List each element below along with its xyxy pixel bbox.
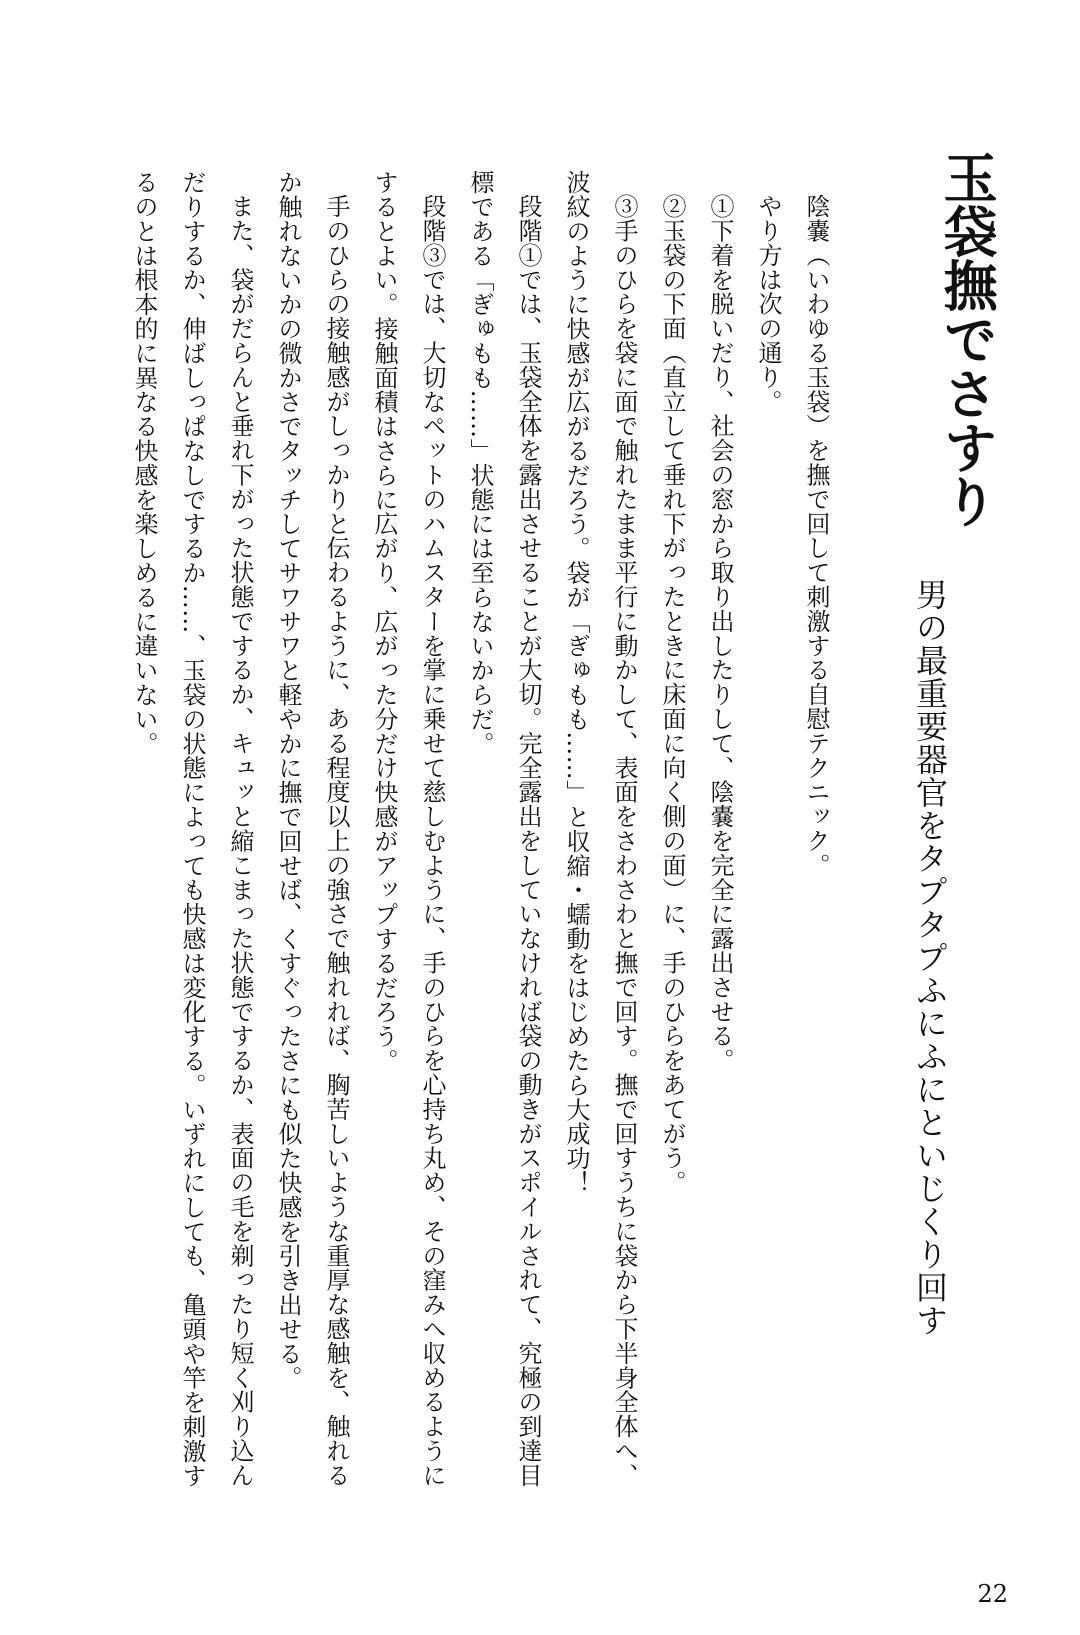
page-number: 22 (977, 1580, 1008, 1608)
paragraph: ①下着を脱いだり、社会の窓から取り出したりして、陰嚢を完全に露出させる。 (706, 194, 734, 1073)
page-subtitle: 男の最重要器官をタプタプふにふにといじくり回す (911, 578, 949, 1337)
page-title: 玉袋撫でさすり (935, 150, 999, 528)
paragraph: また、袋がだらんと垂れ下がった状態でするか、キュッと縮こまった状態でするか、表面の毛を剃ったり短く刈り込んだりするか、伸ばしっぱなしでするか……、玉袋の状態によっても快感は変化する。いずれにしても、亀頭や竿を刺激するのとは根本的に異なる快感を楽しめるに違いない。 (130, 170, 254, 1488)
paragraph: 段階①では、玉袋全体を露出させることが大切。完全露出をしていなければ袋の動きがスポイルされて、究極の到達目標である「ぎゅもも……」状態には至らないからだ。 (466, 170, 542, 1488)
paragraph: 陰嚢（いわゆる玉袋）を撫で回して刺激する自慰テクニック。 (802, 194, 830, 878)
paragraph: 手のひらの接触感がしっかりと伝わるように、ある程度以上の強さで触れれば、胸苦しいような重厚な感触を、触れるか触れないかの微かさでタッチしてサワサワと軽やかに撫で回せば、くすぐったさにも似た快感を引き出せる。 (274, 170, 350, 1488)
paragraph: ③手のひらを袋に面で触れたまま平行に動かして、表面をさわさわと撫で回す。撫で回すうちに袋から下半身全体へ、波紋のように快感が広がるだろう。袋が「ぎゅもも……」と収縮・蠕動をはじめたら大成功！ (562, 170, 638, 1488)
paragraph: やり方は次の通り。 (754, 194, 782, 414)
paragraph: 段階③では、大切なペットのハムスターを掌に乗せて慈しむように、手のひらを心持ち丸め、その窪みへ収めるようにするとよい。接触面積はさらに広がり、広がった分だけ快感がアップするだろう。 (370, 170, 446, 1488)
paragraph: ②玉袋の下面（直立して垂れ下がったときに床面に向く側の面）に、手のひらをあてがう。 (658, 194, 686, 1195)
body-text (120, 170, 840, 1490)
